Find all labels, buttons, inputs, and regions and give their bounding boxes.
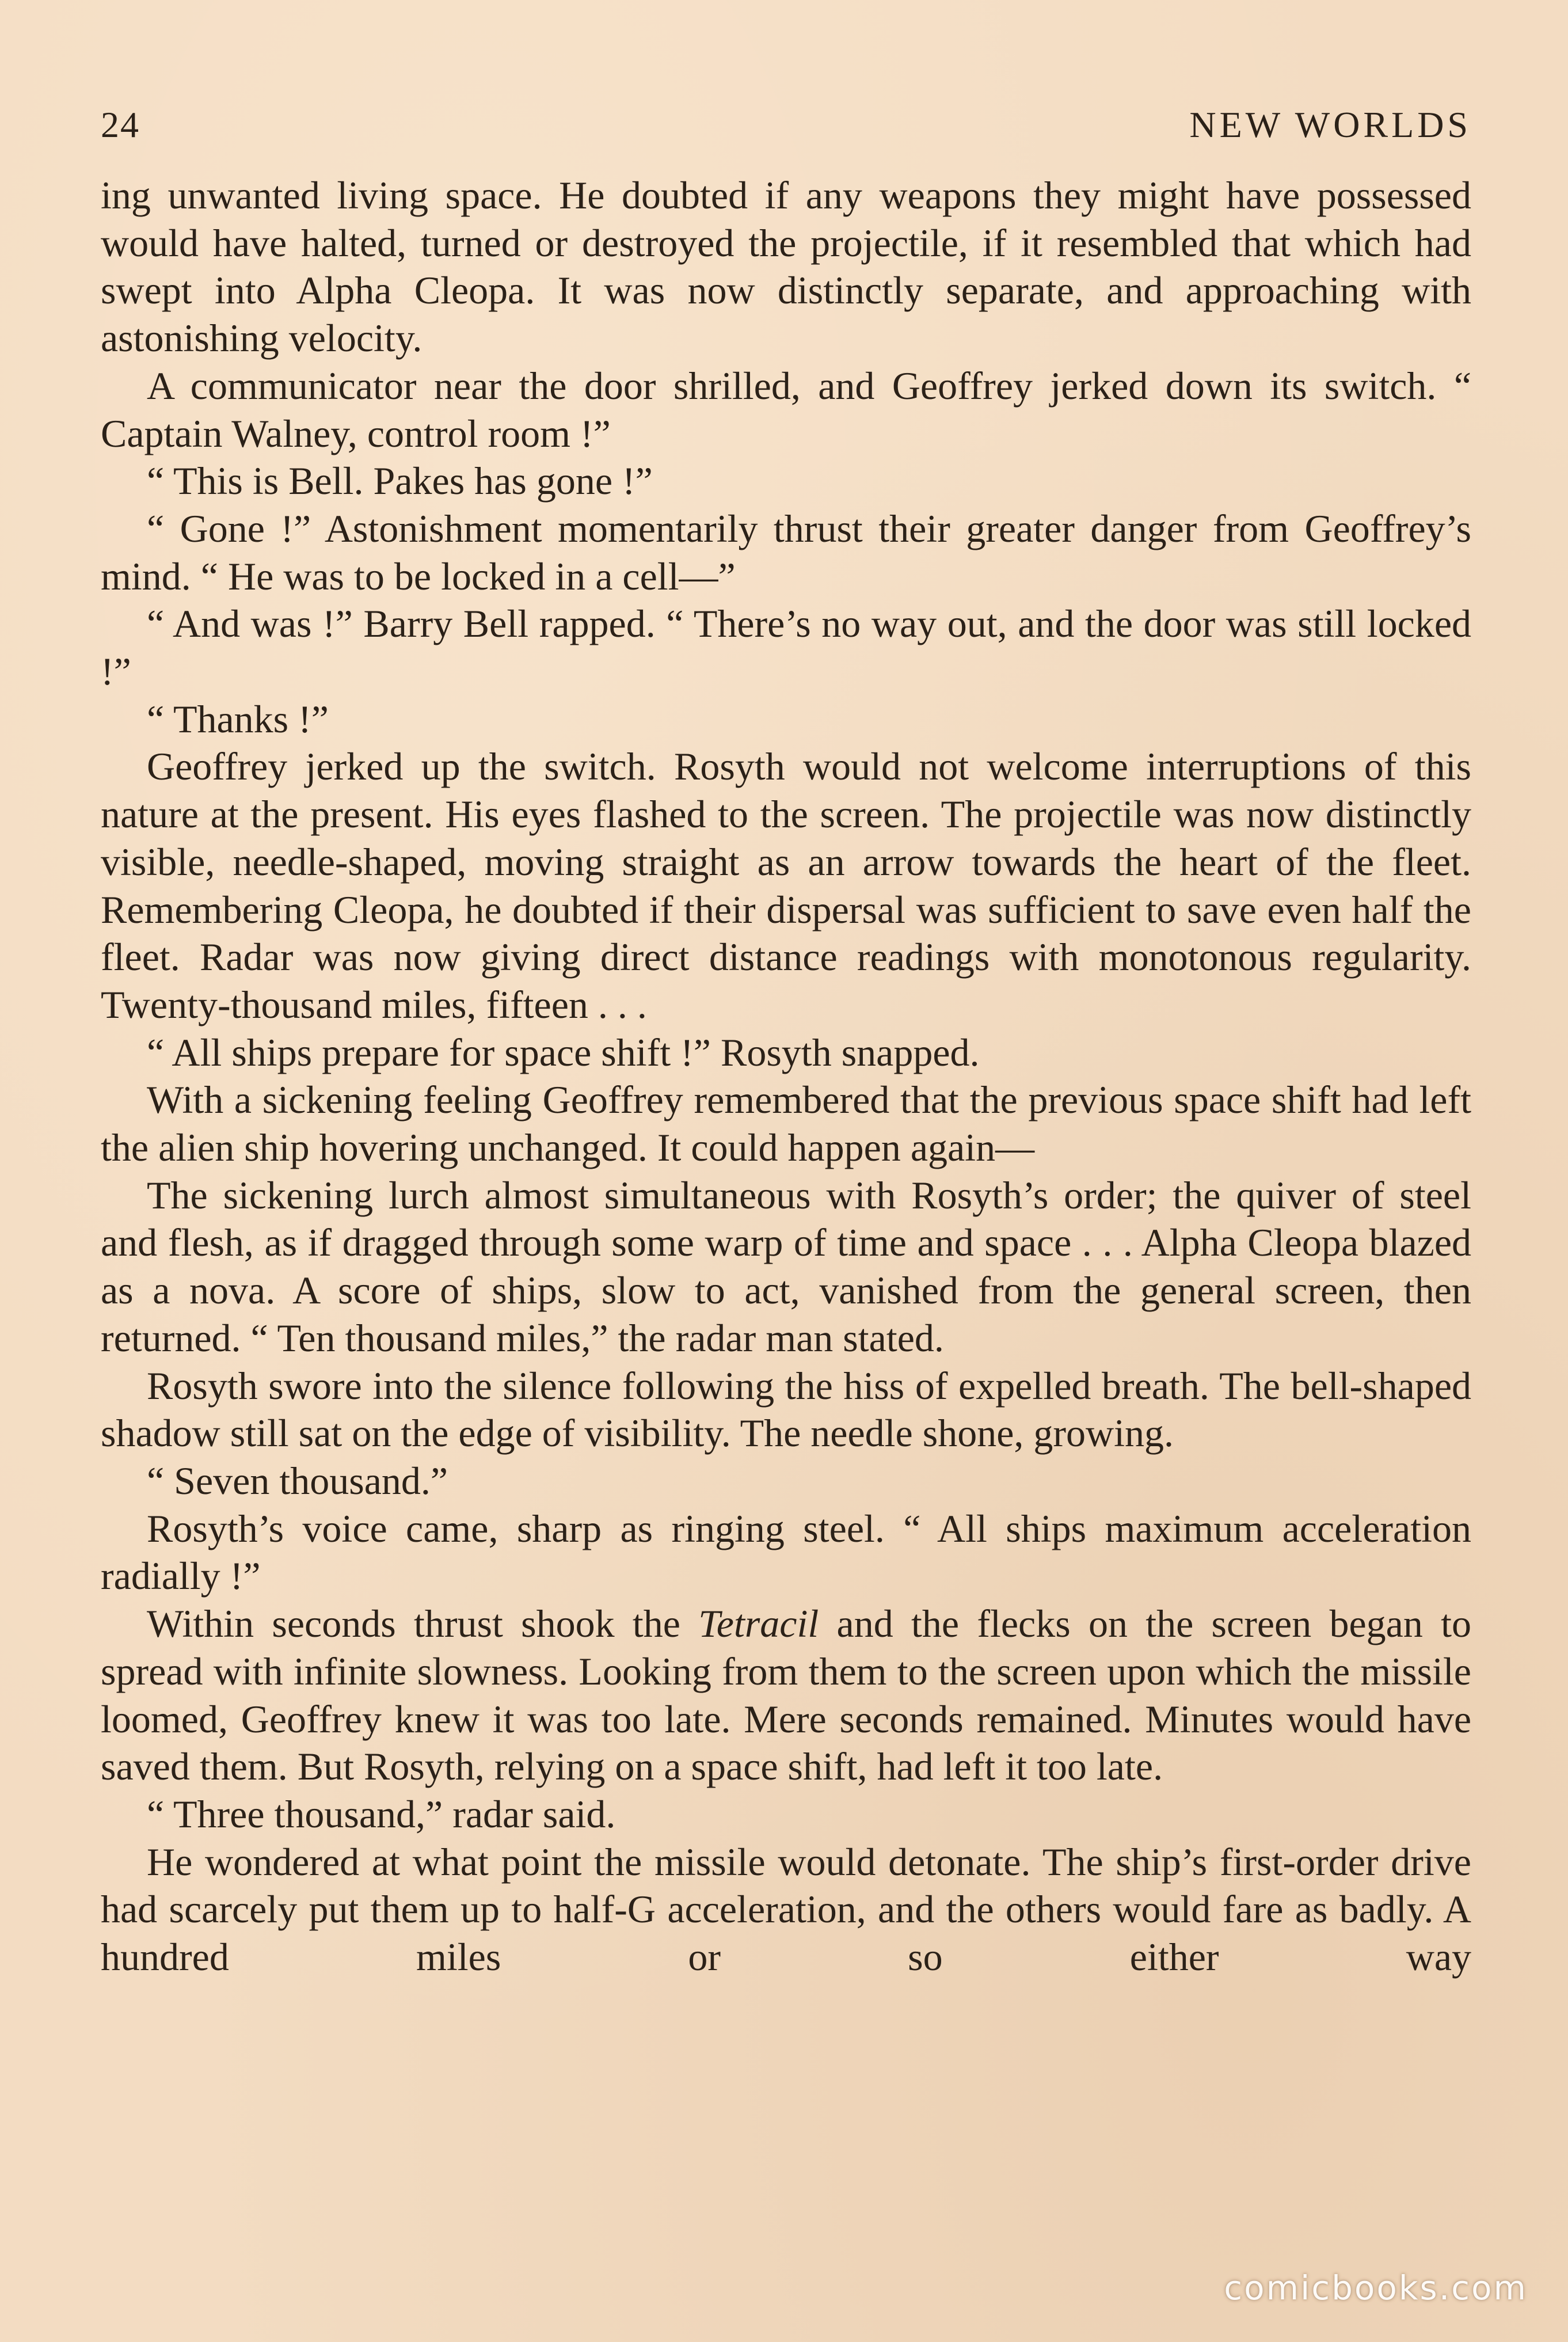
paragraph: Rosyth swore into the silence following the hiss of expelled breath. The bell-shaped shadow still sat on the edge of visibility. The needle shone, growing. [101, 1363, 1471, 1455]
body-text [101, 172, 1471, 1981]
watermark: comicbooks.com [1224, 2268, 1528, 2307]
paragraph: Rosyth’s voice came, sharp as ringing steel. “ All ships maximum acceleration radially !” [101, 1506, 1471, 1598]
running-head: NEW WORLDS [1189, 104, 1471, 145]
paragraph: He wondered at what point the missile would detonate. The ship’s first-order drive had scarcely put them up to half-G acceleration, and the others would fare as badly. A hundred miles or so either way [101, 1839, 1471, 1979]
paragraph: “ And was !” Barry Bell rapped. “ There’s no way out, and the door was still locked !” [101, 602, 1471, 694]
page-number: 24 [101, 104, 140, 145]
page-header [101, 86, 1471, 155]
paragraph: The sickening lurch almost simultaneous with Rosyth’s order; the quiver of steel and flesh, as if dragged through some warp of time and space . . . Alpha Cleopa blazed as a nova. A score of ships, slow to act, vanished from the general screen, then returned. “ Ten thousand miles,” the radar man stated. [101, 1173, 1471, 1360]
paragraph: “ Thanks !” [147, 697, 329, 741]
paragraph: “ Three thousand,” radar said. [147, 1792, 616, 1836]
paragraph: “ This is Bell. Pakes has gone !” [147, 459, 653, 503]
ship-name: Tetracil [698, 1602, 819, 1646]
paragraph: “ Seven thousand.” [147, 1458, 448, 1503]
paragraph: Within seconds thrust shook the Tetracil and the flecks on the screen began to spread with infinite slowness. Looking from them to the screen upon which the missile loomed, Geoffrey knew it was too late. Mere seconds remained. Minutes would have saved them. But Rosyth, relying on a space shift, had left it too late. [101, 1602, 1471, 1789]
paragraph: Geoffrey jerked up the switch. Rosyth would not welcome interruptions of this nature at the present. His eyes flashed to the screen. The projectile was now distinctly visible, needle-shaped, moving straight as an arrow towards the heart of the fleet. Remembering Cleopa, he doubted if their dispersal was sufficient to save even half the fleet. Radar was now giving direct distance readings with monotonous regularity. Twenty-thousand miles, fifteen . . . [101, 744, 1471, 1026]
paragraph: “ All ships prepare for space shift !” Rosyth snapped. [147, 1030, 980, 1074]
paragraph: A communicator near the door shrilled, and Geoffrey jerked down its switch. “ Captain Walney, control room !” [101, 363, 1471, 455]
paragraph: “ Gone !” Astonishment momentarily thrust their greater danger from Geoffrey’s mind. “ He was to be locked in a cell—” [101, 506, 1471, 598]
paragraph: ing unwanted living space. He doubted if any weapons they might have possessed would have halted, turned or destroyed the projectile, if it resembled that which had swept into Alpha Cleopa. It was now distinctly separate, and approaching with astonishing velocity. [101, 173, 1471, 360]
paragraph: With a sickening feeling Geoffrey remembered that the previous space shift had left the alien ship hovering unchanged. It could happen again— [101, 1078, 1471, 1170]
